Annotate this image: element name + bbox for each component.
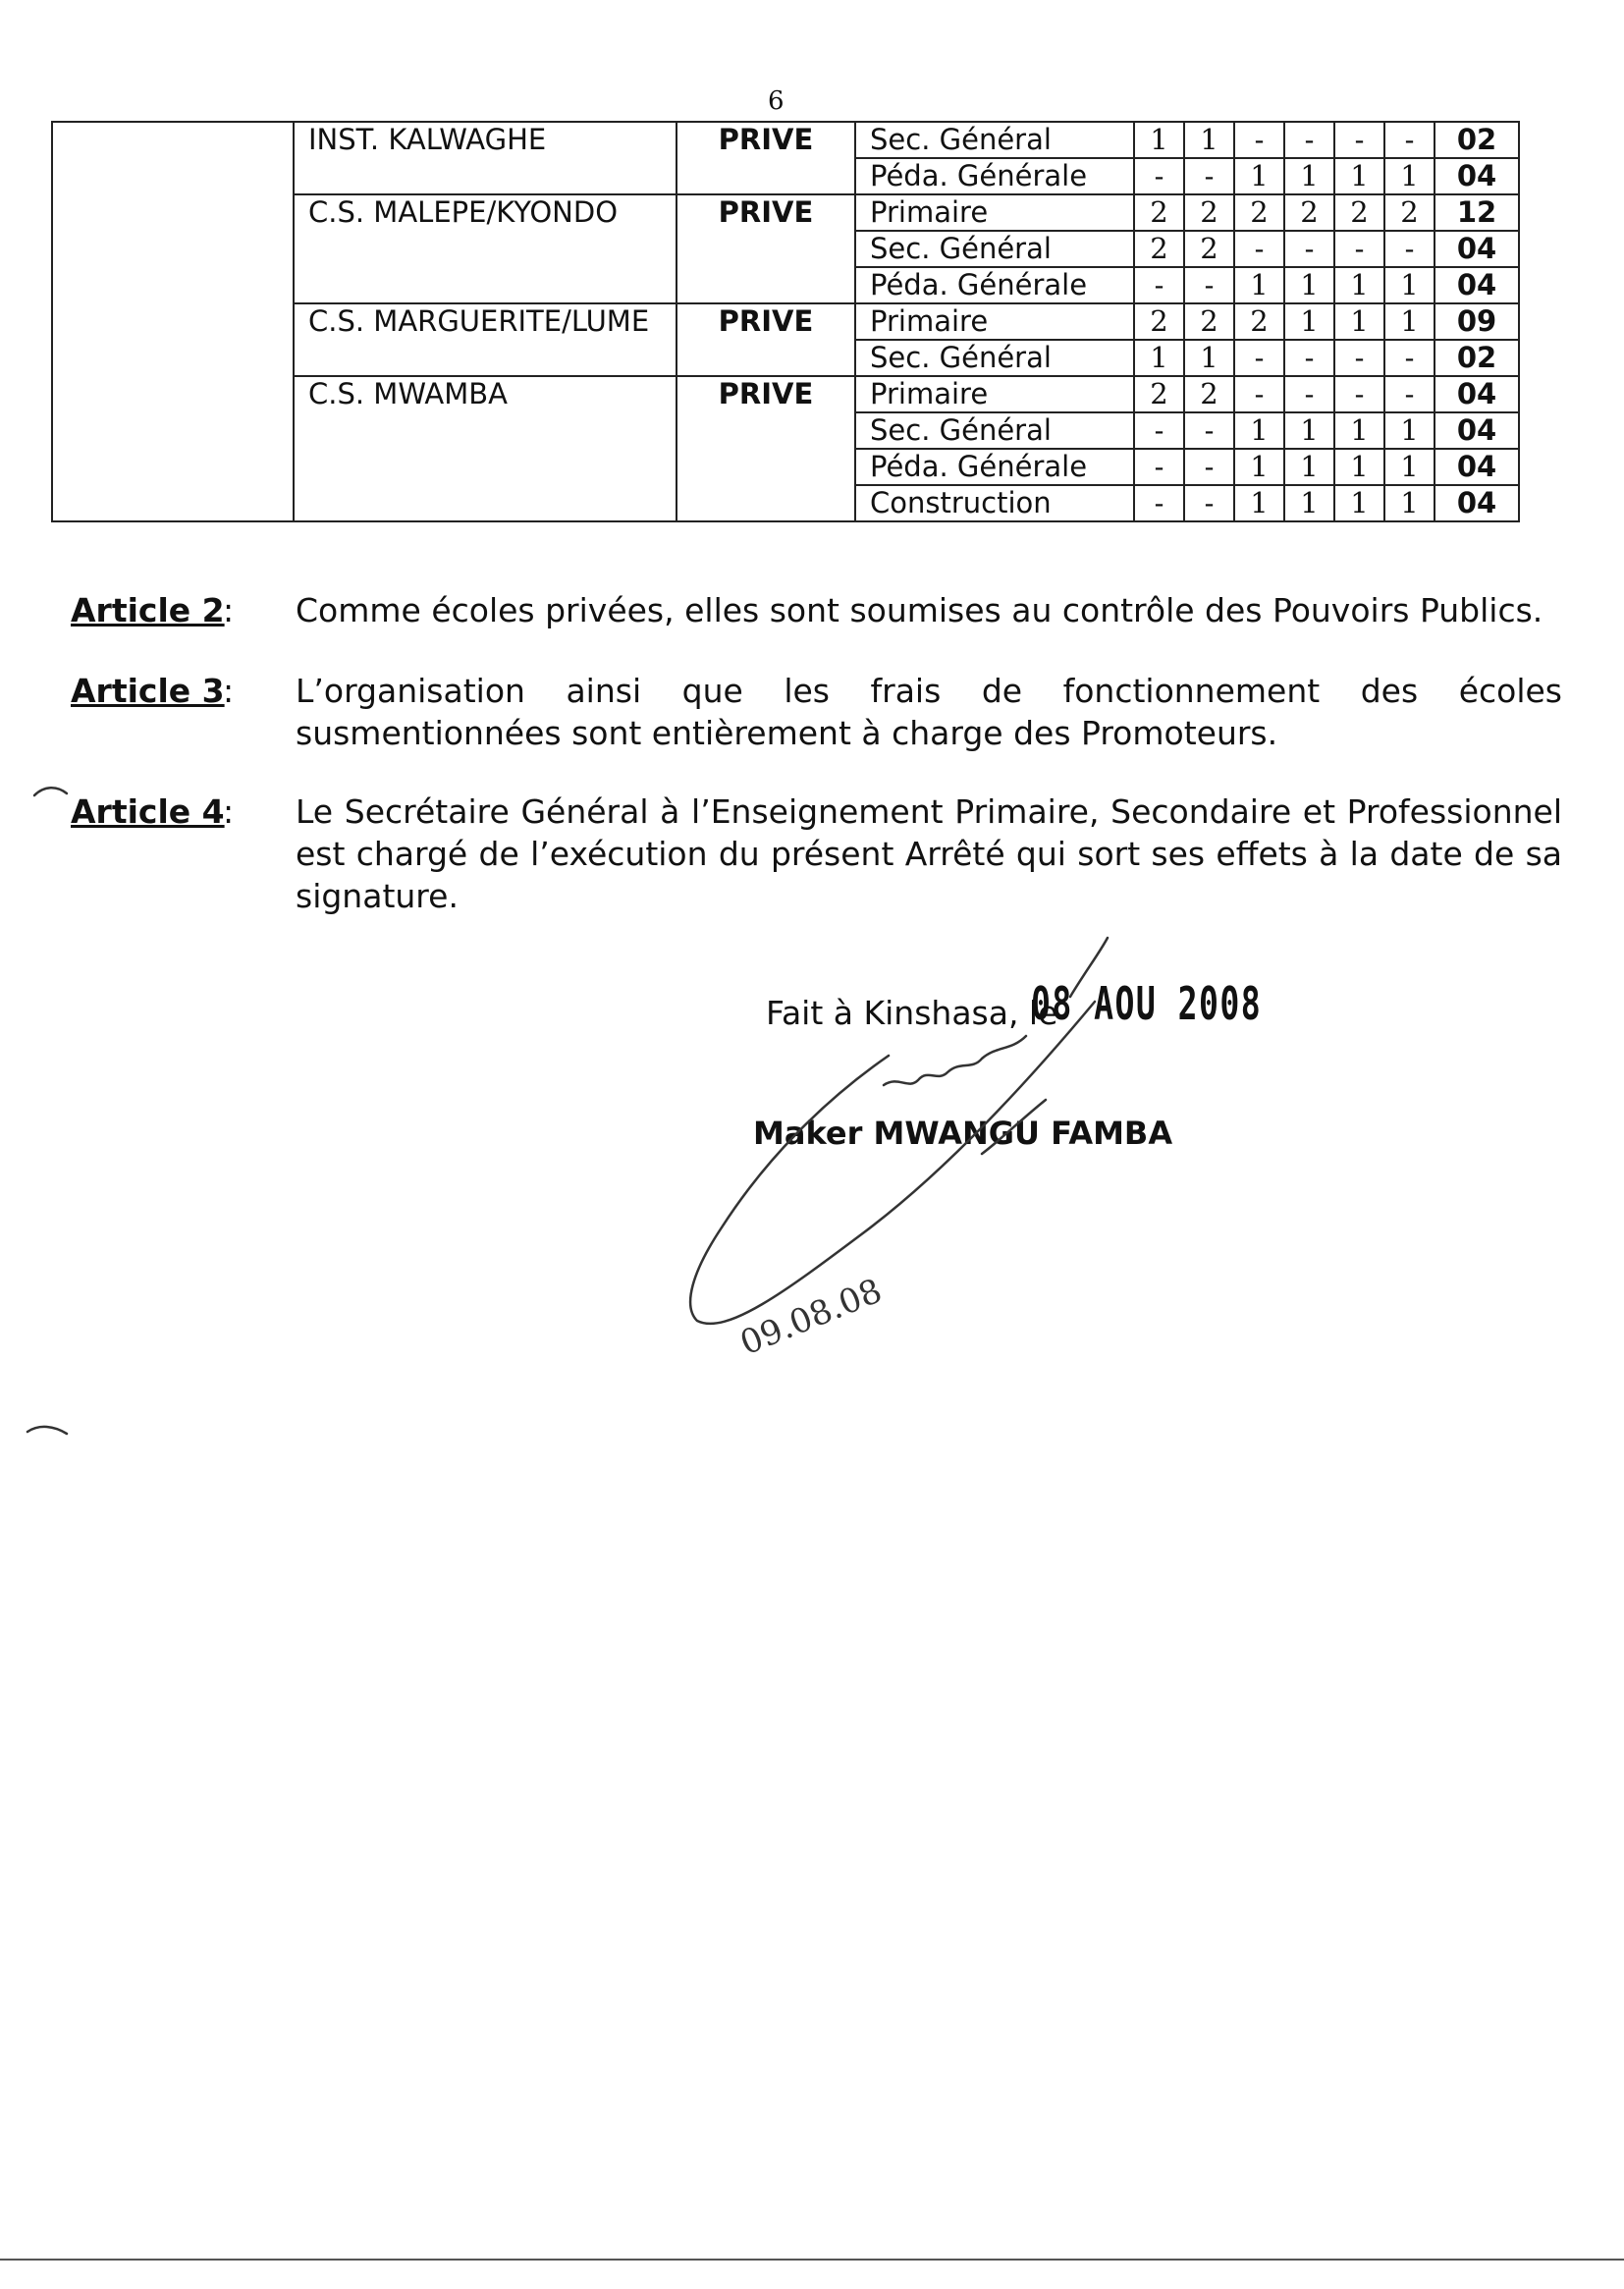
class-count-cell: -	[1284, 231, 1334, 267]
article-text: Comme écoles privées, elles sont soumises au contrôle des Pouvoirs Publics.	[296, 591, 1543, 629]
class-count-cell: 1	[1234, 485, 1284, 521]
article-label: Article 4	[71, 792, 225, 831]
class-count-cell: -	[1234, 340, 1284, 376]
class-count-cell: -	[1384, 231, 1435, 267]
schools-table	[51, 121, 1520, 522]
class-count-cell: 2	[1384, 194, 1435, 231]
class-count-cell: 2	[1234, 303, 1284, 340]
class-count-cell: -	[1134, 158, 1184, 194]
school-name: C.S. MWAMBA	[294, 376, 677, 521]
class-count-cell: -	[1134, 485, 1184, 521]
class-count-cell: 1	[1384, 303, 1435, 340]
school-status: PRIVE	[677, 122, 855, 194]
row-total: 04	[1435, 267, 1519, 303]
class-count-cell: 1	[1184, 340, 1234, 376]
place-date: Fait à Kinshasa, le	[766, 994, 1058, 1032]
section-name: Sec. Général	[855, 231, 1134, 267]
article-text: Le Secrétaire Général à l’Enseignement Primaire, Secondaire et Professionnel est chargé de l’exécution du présent Arrêté qui sort ses effets à la date de sa signature.	[296, 792, 1562, 915]
row-total: 04	[1435, 231, 1519, 267]
bottom-rule	[0, 2259, 1624, 2261]
class-count-cell: -	[1334, 340, 1384, 376]
section-name: Primaire	[855, 376, 1134, 412]
class-count-cell: -	[1134, 412, 1184, 449]
class-count-cell: 1	[1384, 412, 1435, 449]
class-count-cell: -	[1334, 122, 1384, 158]
class-count-cell: 2	[1334, 194, 1384, 231]
class-count-cell: -	[1384, 122, 1435, 158]
class-count-cell: -	[1334, 231, 1384, 267]
class-count-cell: -	[1134, 449, 1184, 485]
class-count-cell: 2	[1134, 231, 1184, 267]
class-count-cell: 1	[1384, 267, 1435, 303]
class-count-cell: -	[1234, 122, 1284, 158]
class-count-cell: 1	[1284, 303, 1334, 340]
school-name: INST. KALWAGHE	[294, 122, 677, 194]
class-count-cell: 1	[1334, 449, 1384, 485]
class-count-cell: 1	[1234, 449, 1284, 485]
school-status: PRIVE	[677, 194, 855, 303]
class-count-cell: 2	[1284, 194, 1334, 231]
row-total: 04	[1435, 376, 1519, 412]
section-name: Péda. Générale	[855, 158, 1134, 194]
class-count-cell: 2	[1184, 303, 1234, 340]
class-count-cell: 1	[1334, 267, 1384, 303]
school-status: PRIVE	[677, 303, 855, 376]
school-status: PRIVE	[677, 376, 855, 521]
class-count-cell: -	[1284, 340, 1334, 376]
margin-mark	[34, 788, 67, 795]
class-count-cell: 1	[1334, 485, 1384, 521]
class-count-cell: 1	[1334, 412, 1384, 449]
section-name: Péda. Générale	[855, 267, 1134, 303]
article-text: L’organisation ainsi que les frais de fonctionnement des écoles susmentionnées sont entièrement à charge des Promoteurs.	[296, 672, 1562, 752]
row-total: 04	[1435, 158, 1519, 194]
signature-scribble	[884, 1036, 1026, 1085]
class-count-cell: -	[1234, 231, 1284, 267]
article-colon: :	[223, 591, 235, 629]
article-label: Article 3	[71, 672, 225, 710]
class-count-cell: 1	[1284, 412, 1334, 449]
signatory-name: Maker MWANGU FAMBA	[753, 1115, 1173, 1152]
class-count-cell: 1	[1334, 303, 1384, 340]
class-count-cell: 2	[1184, 231, 1234, 267]
class-count-cell: -	[1184, 412, 1234, 449]
class-count-cell: 2	[1184, 194, 1234, 231]
class-count-cell: -	[1334, 376, 1384, 412]
article-label: Article 2	[71, 591, 225, 629]
row-total: 12	[1435, 194, 1519, 231]
row-total: 04	[1435, 485, 1519, 521]
class-count-cell: 1	[1234, 267, 1284, 303]
class-count-cell: -	[1184, 485, 1234, 521]
class-count-cell: 1	[1284, 158, 1334, 194]
date-stamp: 08 AOU 2008	[1031, 977, 1263, 1030]
article-colon: :	[223, 672, 235, 710]
row-total: 09	[1435, 303, 1519, 340]
class-count-cell: 1	[1284, 267, 1334, 303]
class-count-cell: 1	[1334, 158, 1384, 194]
row-total: 02	[1435, 122, 1519, 158]
section-name: Péda. Générale	[855, 449, 1134, 485]
class-count-cell: 1	[1284, 485, 1334, 521]
class-count-cell: 2	[1134, 376, 1184, 412]
row-total: 04	[1435, 412, 1519, 449]
class-count-cell: 1	[1134, 340, 1184, 376]
class-count-cell: 1	[1284, 449, 1334, 485]
class-count-cell: -	[1284, 376, 1334, 412]
class-count-cell: 1	[1234, 158, 1284, 194]
margin-mark	[27, 1427, 67, 1434]
class-count-cell: -	[1134, 267, 1184, 303]
class-count-cell: -	[1184, 449, 1234, 485]
class-count-cell: 2	[1234, 194, 1284, 231]
class-count-cell: 2	[1134, 303, 1184, 340]
blank-column	[52, 122, 294, 521]
class-count-cell: 1	[1384, 485, 1435, 521]
school-name: C.S. MARGUERITE/LUME	[294, 303, 677, 376]
class-count-cell: -	[1384, 376, 1435, 412]
class-count-cell: -	[1184, 267, 1234, 303]
class-count-cell: -	[1184, 158, 1234, 194]
class-count-cell: 1	[1384, 158, 1435, 194]
class-count-cell: 1	[1384, 449, 1435, 485]
row-total: 02	[1435, 340, 1519, 376]
school-name: C.S. MALEPE/KYONDO	[294, 194, 677, 303]
row-total: 04	[1435, 449, 1519, 485]
section-name: Construction	[855, 485, 1134, 521]
class-count-cell: 1	[1184, 122, 1234, 158]
section-name: Primaire	[855, 194, 1134, 231]
article-colon: :	[223, 792, 235, 831]
schools-table-body	[52, 122, 1519, 521]
page-number: 6	[768, 86, 785, 116]
class-count-cell: -	[1234, 376, 1284, 412]
table-row	[52, 122, 1519, 158]
handwritten-date: 09.08.08	[734, 1271, 888, 1364]
class-count-cell: -	[1284, 122, 1334, 158]
signature-loop	[690, 1002, 1095, 1324]
section-name: Sec. Général	[855, 340, 1134, 376]
section-name: Primaire	[855, 303, 1134, 340]
section-name: Sec. Général	[855, 412, 1134, 449]
class-count-cell: 1	[1234, 412, 1284, 449]
class-count-cell: 1	[1134, 122, 1184, 158]
class-count-cell: 2	[1184, 376, 1234, 412]
section-name: Sec. Général	[855, 122, 1134, 158]
class-count-cell: -	[1384, 340, 1435, 376]
class-count-cell: 2	[1134, 194, 1184, 231]
